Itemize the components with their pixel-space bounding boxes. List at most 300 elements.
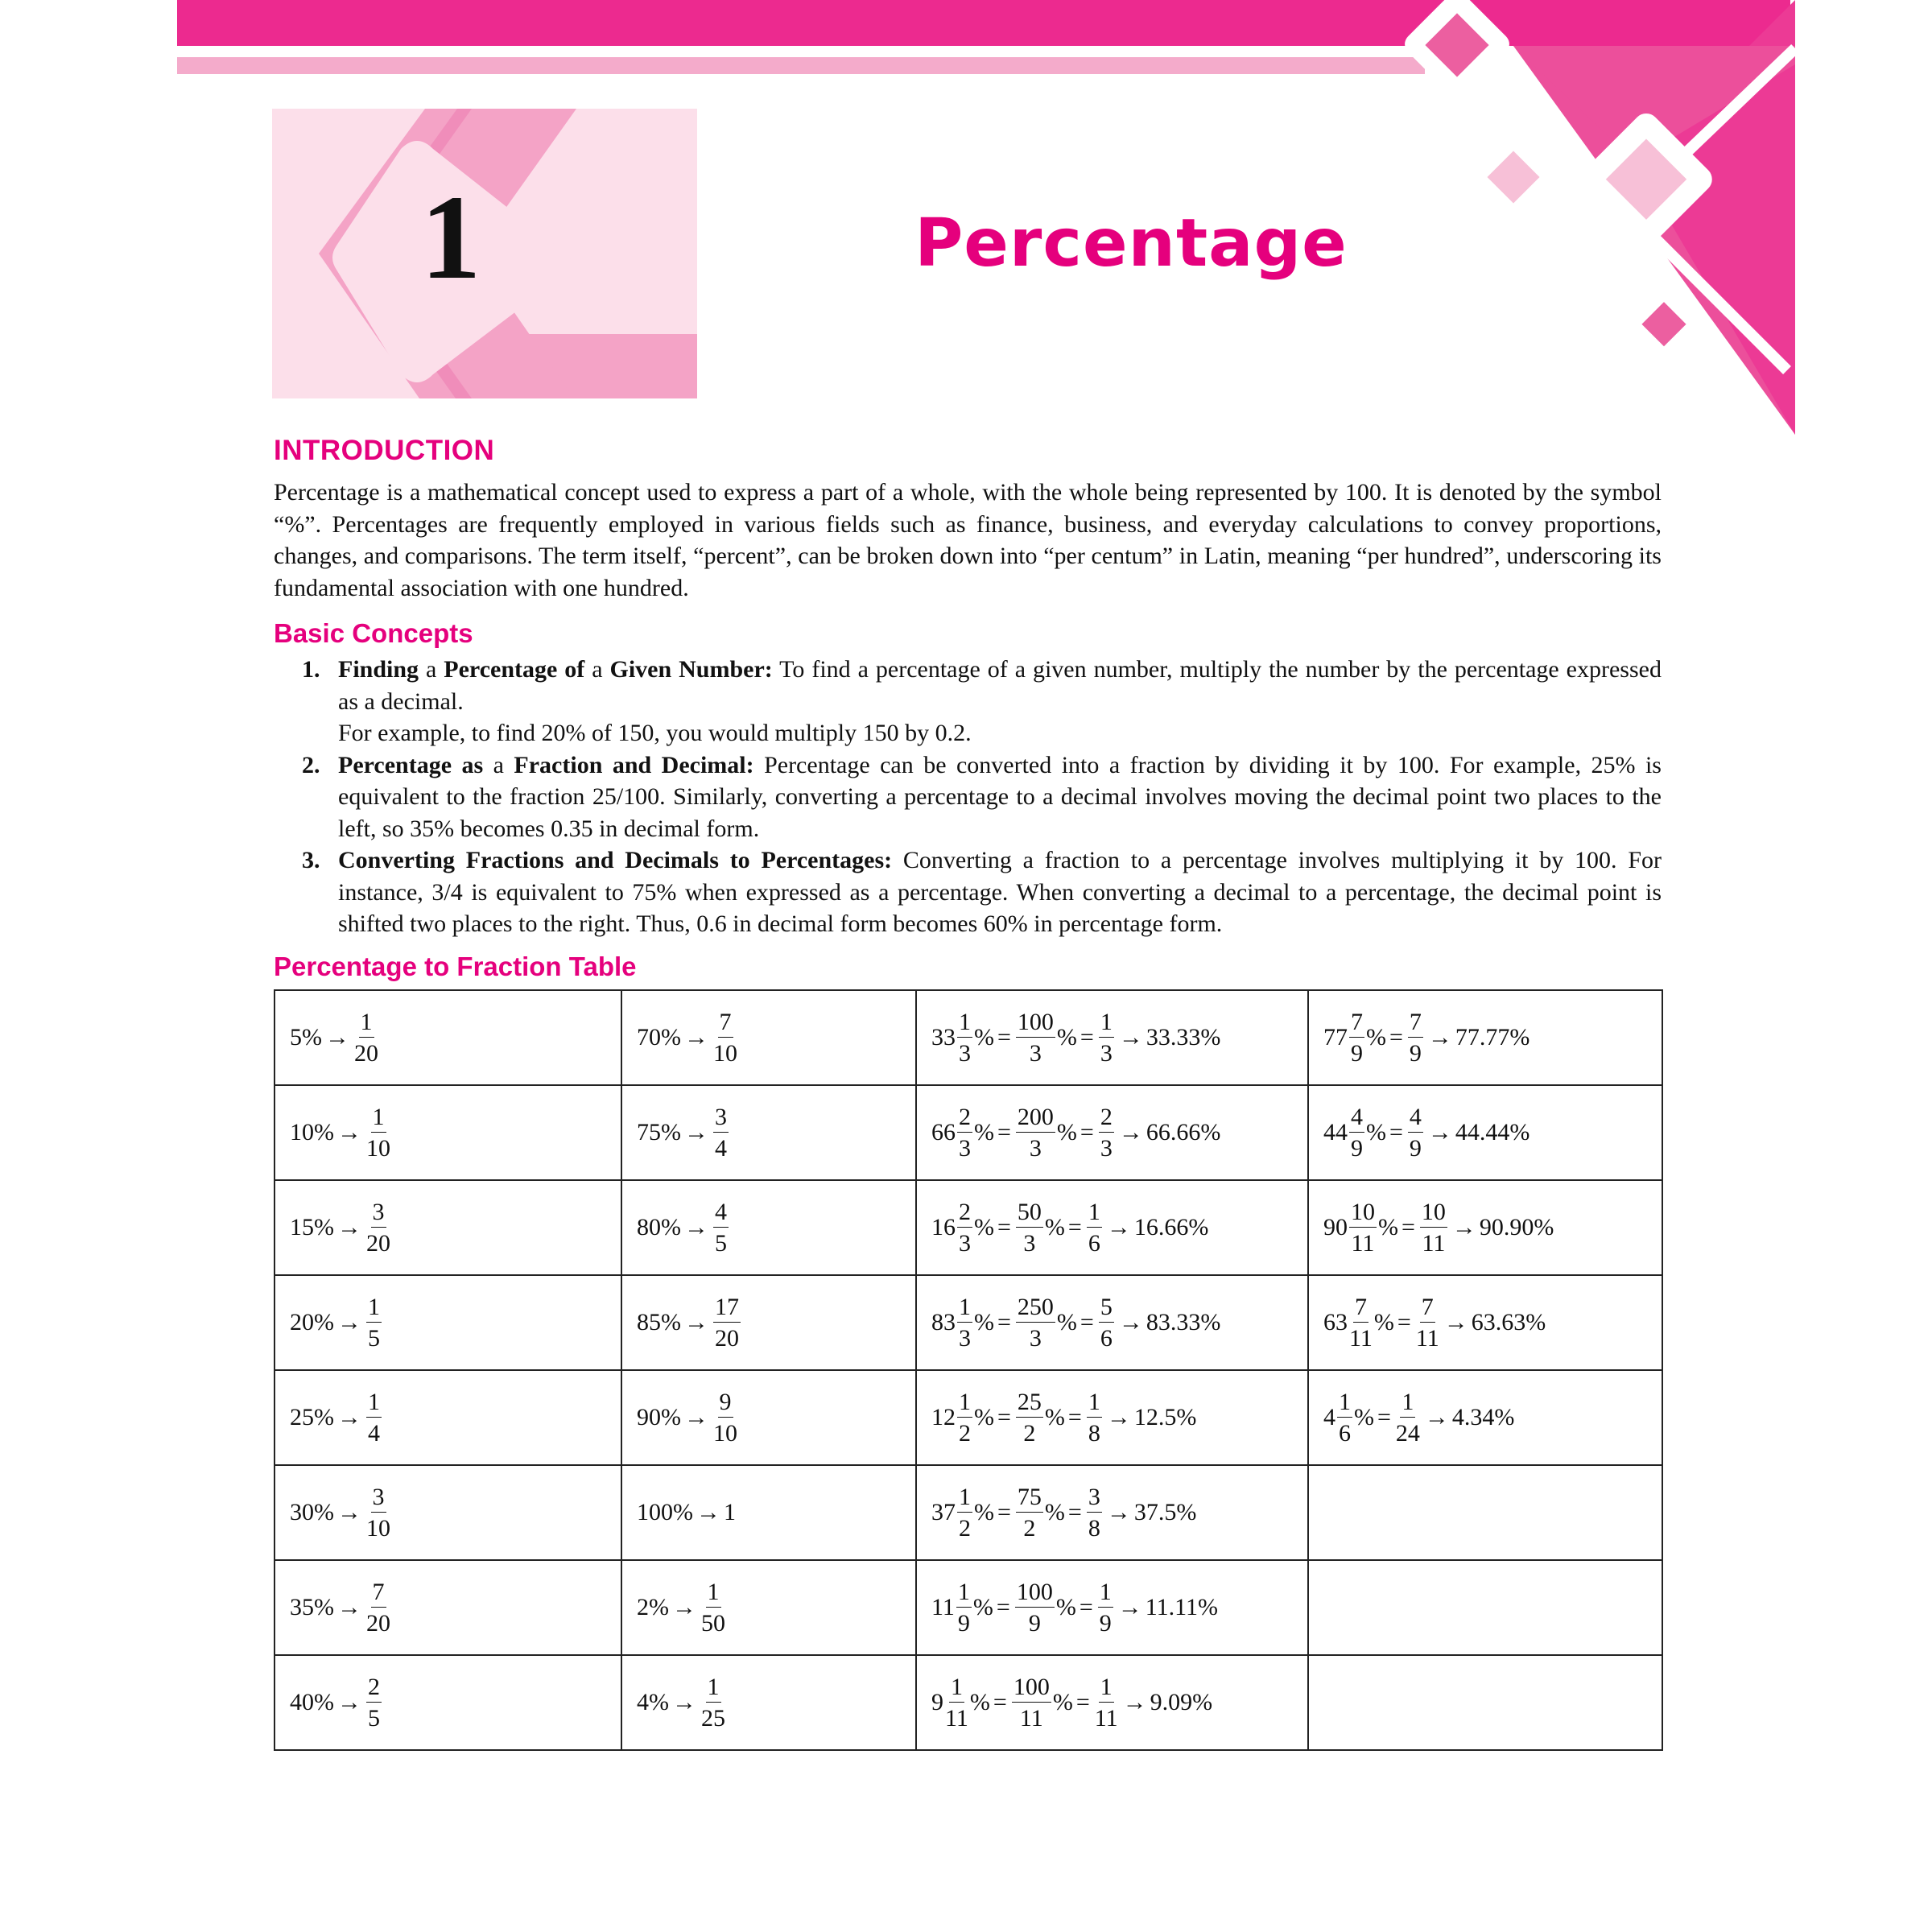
mixed-whole: 33 xyxy=(931,1024,956,1051)
numerator: 1 xyxy=(957,1390,972,1418)
table-cell xyxy=(621,1180,916,1275)
numerator: 7 xyxy=(1353,1295,1368,1323)
chapter-title: Percentage xyxy=(914,205,1348,282)
fraction xyxy=(1099,1010,1114,1066)
numerator: 1 xyxy=(1098,1580,1113,1608)
denominator: 3 xyxy=(1029,1324,1042,1352)
fraction xyxy=(1416,1295,1439,1351)
table-cell xyxy=(916,1275,1308,1370)
item-title-part: Fraction and Decimal: xyxy=(514,751,754,778)
mixed-whole: 44 xyxy=(1323,1119,1348,1146)
percent-sign: % xyxy=(1373,1309,1394,1335)
arrow-icon: → xyxy=(684,1024,708,1051)
percent-sign: % xyxy=(974,1119,994,1146)
table-cell xyxy=(621,1370,916,1465)
introduction-paragraph: Percentage is a mathematical concept used to express a part of a whole, with the whole being represented by 100. It is denoted by the symbol “%”. Percentages are frequently employed in various fields such as finance, business, and everyday calculations to convey proportions, changes, and comparisons. The term itself, “percent”, can be broken down into “per centum” in Latin, meaning “per hundred”, underscoring its fundamental association with one hundred. xyxy=(274,479,1662,601)
conversion-expression xyxy=(637,1675,727,1731)
denominator: 10 xyxy=(713,1039,737,1067)
numerator: 2 xyxy=(1099,1105,1114,1133)
equals-sign: = xyxy=(997,1309,1011,1335)
percent-sign: % xyxy=(1044,1499,1065,1525)
table-cell xyxy=(275,1370,621,1465)
arrow-icon: → xyxy=(684,1404,708,1430)
percent-sign: % xyxy=(1056,1119,1077,1146)
table-cell xyxy=(621,990,916,1085)
numerator: 1 xyxy=(956,1580,972,1608)
table-cell xyxy=(916,1370,1308,1465)
numerator: 1 xyxy=(359,1010,374,1038)
fraction xyxy=(1396,1390,1420,1446)
percent-sign: % xyxy=(1052,1689,1073,1715)
mixed-whole: 4 xyxy=(1323,1404,1335,1430)
fraction xyxy=(1016,1390,1043,1446)
fraction xyxy=(1087,1200,1102,1256)
arrow-icon: → xyxy=(1427,1024,1452,1051)
table-row xyxy=(275,1560,1662,1655)
mixed-whole: 9 xyxy=(931,1689,943,1715)
numerator: 100 xyxy=(1012,1675,1051,1703)
conversion-expression xyxy=(931,1580,1218,1636)
denominator: 8 xyxy=(1088,1419,1100,1447)
conversion-expression xyxy=(290,1675,383,1731)
fraction xyxy=(354,1010,378,1066)
numerator: 3 xyxy=(371,1485,386,1513)
denominator: 9 xyxy=(1351,1039,1363,1067)
denominator: 3 xyxy=(959,1134,971,1162)
arrow-icon: → xyxy=(1106,1214,1131,1241)
mixed-whole: 12 xyxy=(931,1404,956,1430)
table-cell xyxy=(621,1560,916,1655)
conversion-expression xyxy=(637,1200,730,1256)
arrow-icon: → xyxy=(1427,1119,1452,1146)
table-cell xyxy=(916,990,1308,1085)
equals-sign: = xyxy=(1389,1024,1403,1051)
equals-sign: = xyxy=(1067,1404,1082,1430)
denominator: 11 xyxy=(1094,1704,1118,1732)
item-title-part: Finding xyxy=(338,656,419,683)
table-cell xyxy=(275,1560,621,1655)
conversion-expression xyxy=(931,1010,1220,1066)
header-light-strip xyxy=(177,57,1425,74)
conversion-expression xyxy=(637,1501,736,1525)
fraction xyxy=(713,1105,729,1161)
percent-value: 20% xyxy=(290,1309,334,1335)
equals-sign: = xyxy=(997,1024,1011,1051)
conversion-expression xyxy=(1323,1295,1546,1351)
percent-sign: % xyxy=(1044,1214,1065,1241)
numerator: 17 xyxy=(713,1295,741,1323)
table-row xyxy=(275,1465,1662,1560)
table-cell xyxy=(916,1085,1308,1180)
table-cell xyxy=(916,1560,1308,1655)
section-heading-fraction-table: Percentage to Fraction Table xyxy=(274,952,637,981)
denominator: 4 xyxy=(368,1419,380,1447)
numerator: 1 xyxy=(366,1390,382,1418)
arrow-icon: → xyxy=(337,1404,361,1430)
percent-sign: % xyxy=(1366,1119,1386,1146)
fraction xyxy=(1099,1105,1114,1161)
decimal-percent: 12.5% xyxy=(1133,1404,1197,1430)
fraction xyxy=(1099,1295,1114,1351)
arrow-icon: → xyxy=(337,1499,361,1525)
denominator: 11 xyxy=(1019,1704,1043,1732)
percent-sign: % xyxy=(1378,1214,1398,1241)
denominator: 9 xyxy=(1028,1609,1041,1637)
numerator: 1 xyxy=(1099,1010,1114,1038)
arrow-icon: → xyxy=(672,1594,696,1620)
conversion-expression xyxy=(637,1390,739,1446)
denominator: 10 xyxy=(713,1419,737,1447)
denominator: 6 xyxy=(1339,1419,1351,1447)
arrow-icon: → xyxy=(325,1024,349,1051)
denominator: 3 xyxy=(1023,1229,1036,1257)
denominator: 20 xyxy=(366,1229,390,1257)
numerator: 200 xyxy=(1016,1105,1055,1133)
percent-sign: % xyxy=(974,1499,994,1525)
percent-sign: % xyxy=(1055,1594,1076,1620)
denominator: 20 xyxy=(366,1609,390,1637)
equals-sign: = xyxy=(1397,1309,1411,1335)
arrow-icon: → xyxy=(337,1594,361,1620)
arrow-icon: → xyxy=(337,1689,361,1715)
denominator: 6 xyxy=(1100,1324,1113,1352)
fraction xyxy=(1408,1010,1423,1066)
table-cell xyxy=(1308,990,1662,1085)
item-text: Converting a fraction to a percentage involves multiplying it by 100. For instance, 3/4 is equivalent to 75% when expressed as a percentage. When converting a decimal to a percentage, the decimal point is shifted two places to the right. Thus, 0.6 in decimal form becomes 60% in percentage form. xyxy=(338,847,1662,937)
table-row xyxy=(275,1275,1662,1370)
percent-value: 15% xyxy=(290,1214,334,1241)
arrow-icon: → xyxy=(1118,1309,1143,1335)
numerator: 1 xyxy=(1087,1200,1102,1228)
arrow-icon: → xyxy=(672,1689,696,1715)
numerator: 4 xyxy=(713,1200,729,1228)
arrow-icon: → xyxy=(1106,1499,1131,1525)
numerator: 7 xyxy=(1420,1295,1435,1323)
table-cell xyxy=(275,990,621,1085)
equals-sign: = xyxy=(1402,1214,1415,1241)
table-cell xyxy=(621,1465,916,1560)
item-number: 3. xyxy=(302,847,320,873)
denominator: 3 xyxy=(959,1324,971,1352)
percent-value: 75% xyxy=(637,1119,681,1146)
item-title-part: a xyxy=(584,656,610,683)
denominator: 5 xyxy=(368,1704,380,1732)
numerator: 1 xyxy=(957,1295,972,1323)
item-number: 2. xyxy=(302,751,320,778)
percent-sign: % xyxy=(1354,1404,1374,1430)
fraction xyxy=(366,1675,382,1731)
table-cell xyxy=(275,1655,621,1750)
denominator: 5 xyxy=(368,1324,380,1352)
percent-sign: % xyxy=(974,1024,994,1051)
conversion-expression xyxy=(637,1010,739,1066)
denominator: 3 xyxy=(1100,1134,1113,1162)
fraction xyxy=(1016,1200,1043,1256)
table-cell xyxy=(1308,1180,1662,1275)
conversion-expression xyxy=(931,1390,1196,1446)
percent-value: 100% xyxy=(637,1499,693,1525)
equals-sign: = xyxy=(997,1499,1011,1525)
fraction xyxy=(713,1295,741,1351)
denominator: 3 xyxy=(959,1229,971,1257)
fraction xyxy=(1087,1390,1102,1446)
fraction xyxy=(957,1200,972,1256)
conversion-expression xyxy=(290,1485,392,1541)
conversion-expression xyxy=(290,1580,392,1636)
numerator: 50 xyxy=(1016,1200,1043,1228)
conversion-expression xyxy=(1323,1390,1514,1446)
percent-sign: % xyxy=(1044,1404,1065,1430)
arrow-icon: → xyxy=(1117,1594,1142,1620)
fraction xyxy=(1349,1295,1373,1351)
item-text: Percentage can be converted into a fraction by dividing it by 100. For example, 25% is equivalent to the fraction 25/100. Similarly, converting a percentage to a decimal involves moving the decimal point two places to the left, so 35% becomes 0.35 in decimal form. xyxy=(338,751,1662,842)
arrow-icon: → xyxy=(1118,1024,1143,1051)
denominator: 11 xyxy=(1349,1324,1373,1352)
numerator: 4 xyxy=(1408,1105,1423,1133)
percent-sign: % xyxy=(969,1689,990,1715)
decimal-percent: 63.63% xyxy=(1471,1309,1546,1335)
fraction xyxy=(1095,1675,1118,1731)
decimal-percent: 33.33% xyxy=(1146,1024,1221,1051)
fraction xyxy=(957,1295,972,1351)
fraction xyxy=(1420,1200,1447,1256)
equals-sign: = xyxy=(1067,1214,1082,1241)
equals-sign: = xyxy=(1080,1119,1094,1146)
denominator: 9 xyxy=(1099,1609,1112,1637)
denominator: 9 xyxy=(1409,1039,1422,1067)
concept-item xyxy=(274,749,1662,845)
numerator: 5 xyxy=(1099,1295,1114,1323)
arrow-icon: → xyxy=(337,1309,361,1335)
decimal-percent: 16.66% xyxy=(1133,1214,1209,1241)
basic-concepts-list xyxy=(274,654,1662,940)
conversion-expression xyxy=(290,1390,383,1446)
arrow-icon: → xyxy=(684,1119,708,1146)
fraction xyxy=(1349,1200,1377,1256)
fraction xyxy=(1015,1580,1055,1636)
arrow-icon: → xyxy=(337,1214,361,1241)
fraction xyxy=(1349,1105,1364,1161)
table-row xyxy=(275,1180,1662,1275)
denominator: 9 xyxy=(1409,1134,1422,1162)
arrow-icon: → xyxy=(1443,1309,1468,1335)
fraction xyxy=(366,1105,390,1161)
numerator: 2 xyxy=(957,1200,972,1228)
denominator: 3 xyxy=(1029,1134,1042,1162)
arrow-icon: → xyxy=(684,1309,708,1335)
fraction xyxy=(701,1580,725,1636)
percent-value: 85% xyxy=(637,1309,681,1335)
percent-sign: % xyxy=(1056,1309,1077,1335)
denominator: 5 xyxy=(715,1229,727,1257)
percent-value: 40% xyxy=(290,1689,334,1715)
item-title-part: a xyxy=(419,656,444,683)
numerator: 25 xyxy=(1016,1390,1043,1418)
conversion-expression xyxy=(290,1200,392,1256)
equals-sign: = xyxy=(1389,1119,1403,1146)
denominator: 50 xyxy=(701,1609,725,1637)
mixed-whole: 77 xyxy=(1323,1024,1348,1051)
numerator: 7 xyxy=(1408,1010,1423,1038)
conversion-expression xyxy=(1323,1105,1530,1161)
item-title: Converting Fractions and Decimals to Percentages: xyxy=(338,847,893,873)
numerator: 4 xyxy=(1349,1105,1364,1133)
numerator: 1 xyxy=(957,1485,972,1513)
denominator: 3 xyxy=(1029,1039,1042,1067)
denominator: 20 xyxy=(715,1324,739,1352)
fraction xyxy=(957,1105,972,1161)
conversion-expression xyxy=(931,1200,1208,1256)
concept-item xyxy=(274,654,1662,749)
arrow-icon: → xyxy=(337,1119,361,1146)
arrow-icon: → xyxy=(1106,1404,1131,1430)
decimal-percent: 66.66% xyxy=(1146,1119,1221,1146)
numerator: 1 xyxy=(706,1675,721,1703)
denominator: 11 xyxy=(1351,1229,1375,1257)
table-cell xyxy=(275,1465,621,1560)
numerator: 1 xyxy=(371,1105,386,1133)
equals-sign: = xyxy=(997,1119,1011,1146)
denominator: 2 xyxy=(1023,1514,1036,1542)
mixed-whole: 37 xyxy=(931,1499,956,1525)
table-cell xyxy=(1308,1560,1662,1655)
percent-value: 70% xyxy=(637,1024,681,1051)
denominator: 10 xyxy=(366,1134,390,1162)
percent-value: 2% xyxy=(637,1594,669,1620)
percent-sign: % xyxy=(974,1214,994,1241)
denominator: 4 xyxy=(715,1134,727,1162)
arrow-icon: → xyxy=(1118,1119,1143,1146)
equals-sign: = xyxy=(1080,1309,1094,1335)
conversion-expression xyxy=(931,1105,1220,1161)
table-row xyxy=(275,1370,1662,1465)
conversion-expression xyxy=(637,1295,742,1351)
table-cell xyxy=(916,1180,1308,1275)
numerator: 1 xyxy=(706,1580,721,1608)
item-title-part: a xyxy=(483,751,514,778)
percent-sign: % xyxy=(974,1309,994,1335)
fraction xyxy=(366,1200,390,1256)
conversion-expression xyxy=(931,1675,1212,1731)
percent-sign: % xyxy=(972,1594,993,1620)
fraction xyxy=(956,1580,972,1636)
decimal-percent: 44.44% xyxy=(1455,1119,1530,1146)
denominator: 25 xyxy=(701,1704,725,1732)
table-cell xyxy=(1308,1370,1662,1465)
fraction-result: 1 xyxy=(724,1499,736,1525)
fraction xyxy=(1087,1485,1102,1541)
numerator: 1 xyxy=(1087,1390,1102,1418)
conversion-expression xyxy=(931,1485,1196,1541)
percent-value: 5% xyxy=(290,1024,322,1051)
fraction xyxy=(1408,1105,1423,1161)
numerator: 3 xyxy=(371,1200,386,1228)
equals-sign: = xyxy=(1079,1594,1093,1620)
equals-sign: = xyxy=(993,1689,1007,1715)
item-title-part: Percentage as xyxy=(338,751,484,778)
percentage-fraction-table xyxy=(274,989,1663,1751)
decimal-percent: 83.33% xyxy=(1146,1309,1221,1335)
arrow-icon: → xyxy=(1451,1214,1476,1241)
table-cell xyxy=(1308,1465,1662,1560)
numerator: 7 xyxy=(1349,1010,1364,1038)
arrow-icon: → xyxy=(1424,1404,1449,1430)
fraction xyxy=(957,1390,972,1446)
percent-value: 80% xyxy=(637,1214,681,1241)
fraction xyxy=(366,1390,382,1446)
fraction xyxy=(701,1675,725,1731)
percent-value: 4% xyxy=(637,1689,669,1715)
table-cell xyxy=(275,1085,621,1180)
table-cell xyxy=(621,1085,916,1180)
item-number: 1. xyxy=(302,656,320,683)
denominator: 8 xyxy=(1088,1514,1100,1542)
equals-sign: = xyxy=(1075,1689,1090,1715)
conversion-expression xyxy=(290,1295,383,1351)
decimal-percent: 37.5% xyxy=(1133,1499,1197,1525)
decimal-percent: 90.90% xyxy=(1479,1214,1554,1241)
conversion-expression xyxy=(637,1105,730,1161)
percent-value: 90% xyxy=(637,1404,681,1430)
decimal-percent: 77.77% xyxy=(1455,1024,1530,1051)
fraction xyxy=(1016,1485,1043,1541)
numerator: 7 xyxy=(371,1580,386,1608)
chapter-number: 1 xyxy=(420,171,481,304)
conversion-expression xyxy=(290,1105,392,1161)
table-row xyxy=(275,1085,1662,1180)
mixed-whole: 63 xyxy=(1323,1309,1348,1335)
fraction xyxy=(366,1485,390,1541)
mixed-whole: 16 xyxy=(931,1214,956,1241)
numerator: 7 xyxy=(718,1010,733,1038)
item-example: For example, to find 20% of 150, you would multiply 150 by 0.2. xyxy=(338,720,972,746)
table-cell xyxy=(916,1465,1308,1560)
conversion-expression xyxy=(1323,1200,1554,1256)
fraction xyxy=(1349,1010,1364,1066)
numerator: 100 xyxy=(1016,1010,1055,1038)
table-cell xyxy=(275,1180,621,1275)
numerator: 100 xyxy=(1015,1580,1055,1608)
numerator: 10 xyxy=(1420,1200,1447,1228)
numerator: 1 xyxy=(1337,1390,1352,1418)
denominator: 24 xyxy=(1395,1419,1420,1447)
numerator: 1 xyxy=(1099,1675,1114,1703)
percent-value: 35% xyxy=(290,1594,334,1620)
numerator: 2 xyxy=(957,1105,972,1133)
denominator: 2 xyxy=(959,1514,971,1542)
decimal-percent: 11.11% xyxy=(1145,1594,1218,1620)
fraction xyxy=(366,1580,390,1636)
percent-sign: % xyxy=(974,1404,994,1430)
fraction xyxy=(957,1010,972,1066)
equals-sign: = xyxy=(1377,1404,1391,1430)
denominator: 3 xyxy=(959,1039,971,1067)
item-title-part: Given Number: xyxy=(609,656,773,683)
fraction xyxy=(957,1485,972,1541)
fraction xyxy=(1012,1675,1051,1731)
diamond-decoration-icon xyxy=(1368,0,1795,435)
fraction xyxy=(1098,1580,1113,1636)
fraction xyxy=(945,1675,968,1731)
table-cell xyxy=(621,1655,916,1750)
denominator: 20 xyxy=(354,1039,378,1067)
numerator: 3 xyxy=(713,1105,729,1133)
table-row xyxy=(275,990,1662,1085)
conversion-expression xyxy=(290,1010,380,1066)
conversion-expression xyxy=(931,1295,1220,1351)
fraction xyxy=(1016,1295,1055,1351)
arrow-icon: → xyxy=(1122,1689,1147,1715)
